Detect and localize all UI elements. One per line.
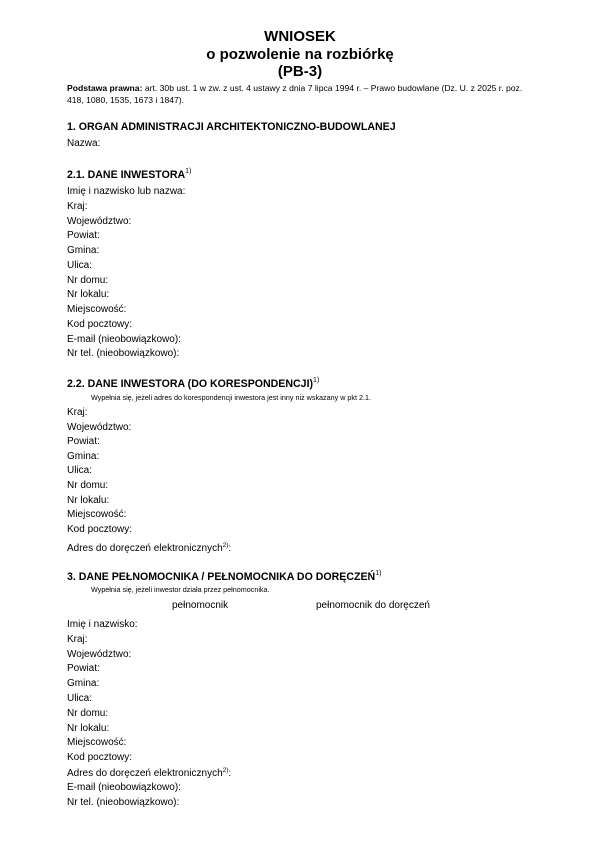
section-2-1-heading-text: 2.1. DANE INWESTORA <box>67 169 186 181</box>
investor-field-9: Kod pocztowy: <box>67 318 133 330</box>
footnote-ref: 1) <box>375 570 382 577</box>
investor-field-0: Imię i nazwisko lub nazwa: <box>67 186 186 197</box>
field-label: Adres do doręczeń elektronicznych <box>67 768 223 779</box>
proxy-field-0: Imię i nazwisko: <box>67 619 138 630</box>
field-electronic-delivery-address-proxy: Adres do doręczeń elektronicznych$^{2)}$: <box>67 767 232 779</box>
field-organ-name: Nazwa: <box>67 138 101 149</box>
section-2-2-heading <box>67 378 319 390</box>
investor-correspondence-field-7: Miejscowość: <box>67 509 127 521</box>
legal-basis <box>67 83 537 106</box>
column-header-proxy: pełnomocnik <box>172 600 229 611</box>
section-2-2-heading-text: 2.2. DANE INWESTORA (DO KORESPONDENCJI) <box>67 378 314 390</box>
section-1-heading-text: 1. ORGAN ADMINISTRACJI ARCHITEKTONICZNO-BUDOWLANEJ <box>67 121 396 133</box>
investor-correspondence-field-5: Nr domu: <box>67 480 109 491</box>
proxy-contact-field-1: Nr tel. (nieobowiązkowo): <box>67 796 180 808</box>
investor-field-10: E-mail (nieobowiązkowo): <box>67 333 181 345</box>
investor-field-11: Nr tel. (nieobowiązkowo): <box>67 348 180 360</box>
investor-correspondence-field-2: Powiat: <box>67 436 100 448</box>
section-2-1-heading <box>67 169 191 181</box>
section-3-note: Wypełnia się, jeżeli inwestor działa przez pełnomocnika. <box>91 585 270 594</box>
proxy-field-7: Nr lokalu: <box>67 722 110 734</box>
proxy-field-3: Powiat: <box>67 663 100 675</box>
proxy-field-6: Nr domu: <box>67 707 109 719</box>
investor-field-4: Gmina: <box>67 245 100 256</box>
legal-basis-text: art. 30b ust. 1 w zw. z ust. 4 ustawy z dnia 7 lipca 1994 r. – Prawo budowlane (Dz. U. z 2025 r. poz. 418, 1080, 1535, 1673 i 1847). <box>67 83 523 105</box>
form-code: (PB-3) <box>277 63 323 80</box>
proxy-field-5: Ulica: <box>67 693 93 704</box>
proxy-field-1: Kraj: <box>67 633 88 645</box>
section-3-heading <box>67 571 381 583</box>
investor-correspondence-field-8: Kod pocztowy: <box>67 523 133 535</box>
proxy-field-8: Miejscowość: <box>67 737 127 749</box>
footnote-ref: 1) <box>313 377 320 384</box>
column-header-delivery-proxy: pełnomocnik do doręczeń <box>316 600 430 611</box>
proxy-field-4: Gmina: <box>67 678 100 690</box>
investor-field-7: Nr lokalu: <box>67 289 110 301</box>
footnote-ref: 2) <box>222 542 229 549</box>
form-title: WNIOSEK <box>264 28 336 45</box>
investor-field-2: Województwo: <box>67 215 132 227</box>
investor-correspondence-field-6: Nr lokalu: <box>67 494 110 506</box>
section-3-heading-text: 3. DANE PEŁNOMOCNIKA / PEŁNOMOCNIKA DO DORĘCZEŃ <box>67 571 376 583</box>
investor-field-6: Nr domu: <box>67 274 109 286</box>
section-1-heading <box>67 121 396 133</box>
footnote-ref: 2) <box>222 767 229 774</box>
footnote-ref: 1) <box>185 168 192 175</box>
legal-basis-label: Podstawa prawna: <box>67 83 143 93</box>
proxy-field-2: Województwo: <box>67 648 132 660</box>
proxy-field-9: Kod pocztowy: <box>67 752 133 764</box>
proxy-contact-field-0: E-mail (nieobowiązkowo): <box>67 782 181 793</box>
field-label: Adres do doręczeń elektronicznych <box>67 543 223 554</box>
investor-field-3: Powiat: <box>67 230 100 242</box>
investor-field-5: Ulica: <box>67 259 93 271</box>
form-subtitle: o pozwolenie na rozbiórkę <box>206 46 394 63</box>
investor-correspondence-field-1: Województwo: <box>67 421 132 433</box>
investor-correspondence-field-0: Kraj: <box>67 407 88 418</box>
field-electronic-delivery-address: Adres do doręczeń elektronicznych$^{2)}$: <box>67 542 232 554</box>
investor-correspondence-field-3: Gmina: <box>67 450 100 462</box>
investor-correspondence-field-4: Ulica: <box>67 465 93 477</box>
investor-field-8: Miejscowość: <box>67 304 127 315</box>
investor-field-1: Kraj: <box>67 200 88 212</box>
section-2-2-note: Wypełnia się, jeżeli adres do korespondencji inwestora jest inny niż wskazany w pkt 2.1. <box>91 393 371 402</box>
